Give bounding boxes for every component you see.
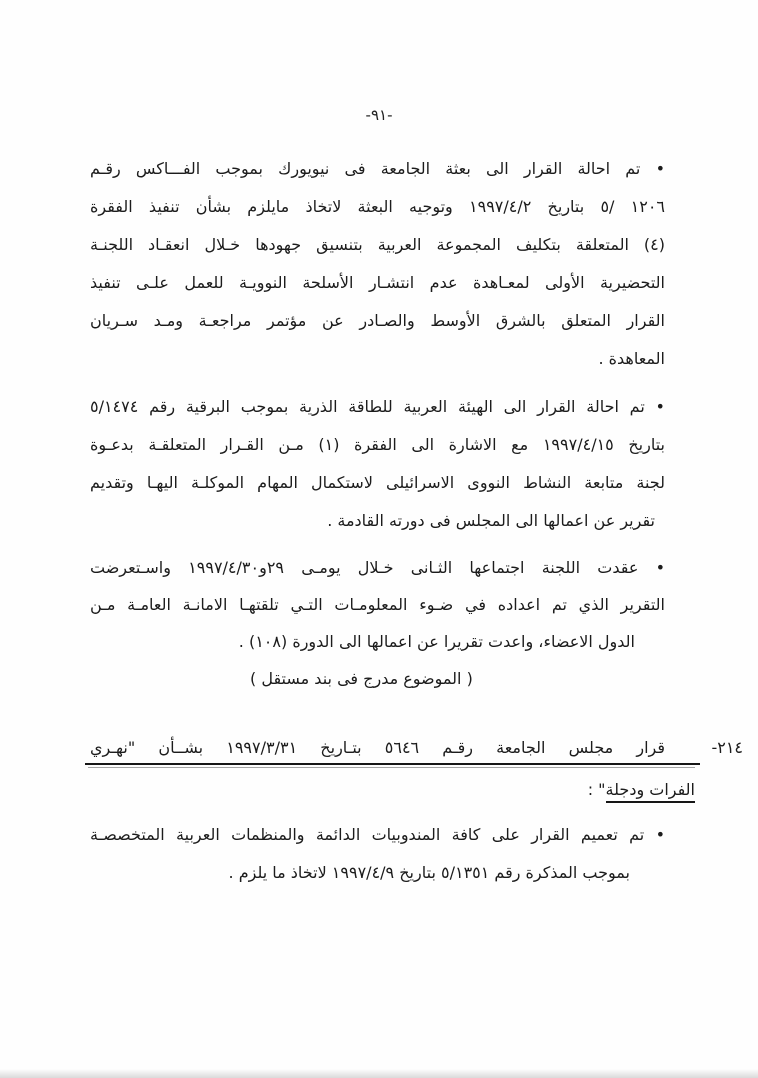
title-underline: [85, 763, 700, 765]
paragraph-line: التقرير الذي تم اعداده في ضـوء المعلومـات التـي تلقتهـا الامانـة العامـة مـن: [90, 595, 665, 614]
paragraph-line: بموجب المذكرة رقم ٥/١٣٥١ بتاريخ ١٩٩٧/٤/٩ لاتخاذ ما يلزم .: [228, 863, 630, 882]
paragraph-line: تقرير عن اعمالها الى المجلس فى دورته القادمة .: [327, 511, 655, 530]
paragraph-line: • تم تعميم القرار على كافة المندوبيات الدائمة والمنظمات العربية المتخصصـة: [90, 825, 665, 844]
paragraph-line: • تم احالة القرار الى الهيئة العربية للطاقة الذرية بموجب البرقية رقم ٥/١٤٧٤: [90, 397, 665, 416]
item-214: [90, 727, 743, 811]
paragraph-line: • عقدت اللجنة اجتماعها الثـانى خـلال يومـى ٢٩و١٩٩٧/٤/٣٠ واسـتعرضت: [90, 558, 666, 577]
item-title-trailing: " :: [587, 780, 606, 799]
paragraph-line: القرار المتعلق بالشرق الأوسط والصـادر عن مؤتمر مراجعـة ومـد سـريان: [90, 311, 665, 330]
paragraph-line: • تم احالة القرار الى بعثة الجامعة فى نيويورك بموجب الفـــاكس رقـم: [90, 159, 665, 178]
item-title-text: قرار مجلس الجامعة رقـم ٥٦٤٦ بتـاريخ ١٩٩٧/٣/٣١ بشــأن "نهـري: [90, 738, 665, 757]
paragraph-line: التحضيرية الأولى لمعـاهدة عدم انتشـار الأسلحة النوويـة للعمل علـى تنفيذ: [90, 273, 665, 292]
bullet-paragraph-1: [90, 150, 665, 378]
bullet-paragraph-4: [90, 816, 665, 892]
item-title-underlined-text: الفرات ودجلة: [606, 780, 695, 803]
paragraph-line: بتاريخ ١٩٩٧/٤/١٥ مع الاشارة الى الفقرة (١) مـن القـرار المتعلقـة بدعـوة: [90, 435, 666, 454]
bullet-paragraph-2: [90, 388, 665, 540]
paragraph-line: لجنة متابعة النشاط النووى الاسرائيلى لاستكمال المهام الموكلـة اليهـا وتقديم: [90, 473, 665, 492]
item-title-line: [90, 727, 665, 769]
paragraph-line: ١٢٠٦ /٥ بتاريخ ١٩٩٧/٤/٢ وتوجيه البعثة لاتخاذ مايلزم بشأن تنفيذ الفقرة: [90, 197, 666, 216]
paragraph-line: (٤) المتعلقة بتكليف المجموعة العربية بتنسيق جهودها خـلال انعقـاد اللجنـة: [90, 235, 665, 254]
separate-item-note: ( الموضوع مدرج فى بند مستقل ): [250, 669, 473, 688]
paragraph-line: المعاهدة .: [598, 349, 665, 368]
title-underline-echo: [88, 767, 695, 768]
item-title-line-2: [90, 769, 695, 811]
scan-bottom-shadow: [0, 1069, 758, 1078]
page-number: -٩١-: [365, 106, 393, 124]
item-number: ٢١٤-: [711, 738, 743, 757]
bullet-paragraph-3: [90, 549, 665, 697]
paragraph-line: الدول الاعضاء، واعدت تقريرا عن اعمالها الى الدورة (١٠٨) .: [238, 632, 635, 651]
